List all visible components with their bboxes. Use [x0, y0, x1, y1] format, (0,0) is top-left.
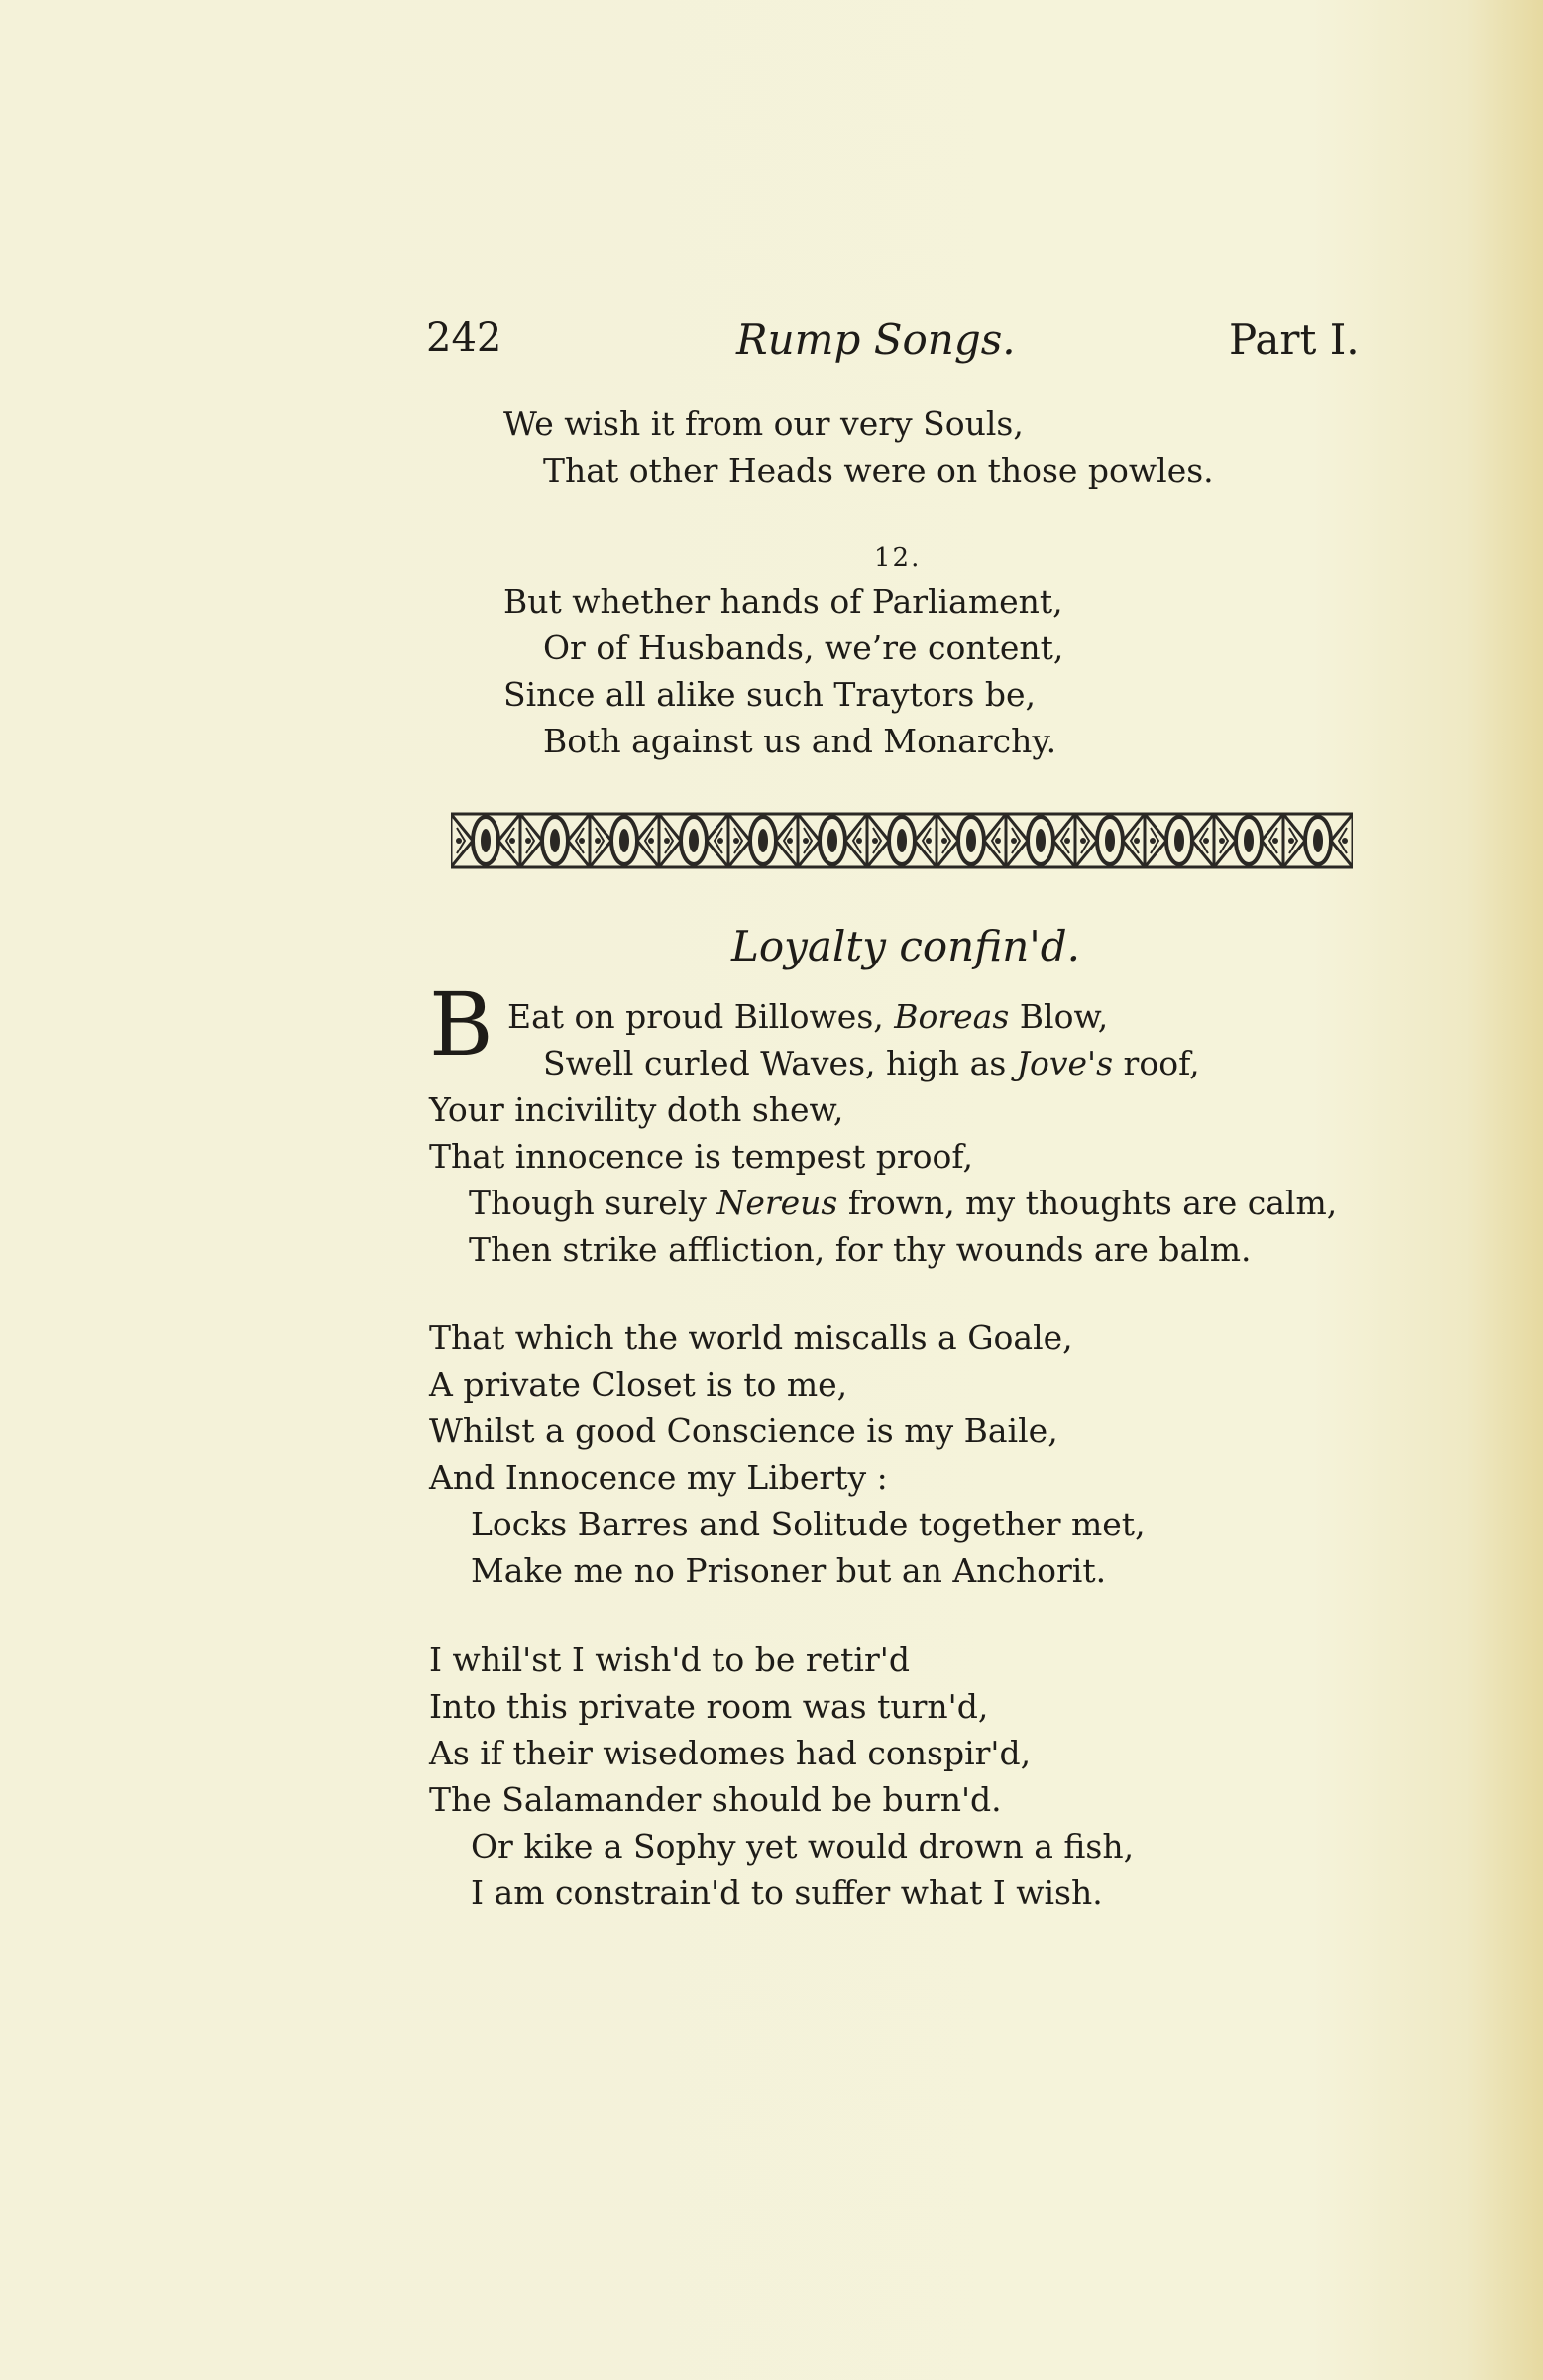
verse-line: Your incivility doth shew, — [429, 1090, 844, 1129]
page-number: 242 — [426, 315, 502, 361]
verse-line: As if their wisedomes had conspir'd, — [429, 1734, 1032, 1772]
verse-line: And Innocence my Liberty : — [429, 1458, 888, 1497]
decorative-border-ornament — [451, 808, 1353, 873]
verse-line: That which the world miscalls a Goale, — [429, 1318, 1073, 1357]
running-title: Rump Songs. — [736, 315, 1016, 364]
verse-line: That other Heads were on those powles. — [543, 451, 1214, 490]
verse-line: I am constrain'd to suffer what I wish. — [471, 1873, 1103, 1912]
verse-line: But whether hands of Parliament, — [503, 582, 1063, 621]
part-label: Part I. — [1229, 315, 1360, 364]
verse-line: Locks Barres and Solitude together met, — [471, 1505, 1146, 1543]
verse-line: The Salamander should be burn'd. — [429, 1780, 1002, 1819]
verse-line: Or kike a Sophy yet would drown a fish, — [471, 1827, 1135, 1866]
verse-line: Then strike affliction, for thy wounds are balm. — [469, 1230, 1252, 1269]
verse-line: Eat on proud Billowes, Boreas Blow, — [507, 997, 1109, 1036]
verse-line: Or of Husbands, we’re content, — [543, 628, 1064, 667]
verse-line: Into this private room was turn'd, — [429, 1687, 989, 1726]
verse-line: Both against us and Monarchy. — [543, 722, 1057, 760]
verse-line: A private Closet is to me, — [429, 1365, 848, 1404]
stanza-number: 12. — [874, 543, 922, 573]
verse-line: I whil'st I wish'd to be retir'd — [429, 1641, 910, 1679]
verse-line: Make me no Prisoner but an Anchorit. — [471, 1551, 1107, 1590]
verse-line: Since all alike such Traytors be, — [503, 675, 1036, 714]
verse-line: That innocence is tempest proof, — [429, 1137, 973, 1176]
poem-title: Loyalty confin'd. — [731, 922, 1081, 970]
verse-line: Whilst a good Conscience is my Baile, — [429, 1412, 1058, 1450]
verse-line: Swell curled Waves, high as Jove's roof, — [543, 1044, 1200, 1082]
verse-line: Though surely Nereus frown, my thoughts are calm, — [469, 1184, 1338, 1222]
verse-line: We wish it from our very Souls, — [503, 404, 1024, 443]
drop-cap: B — [429, 973, 494, 1076]
